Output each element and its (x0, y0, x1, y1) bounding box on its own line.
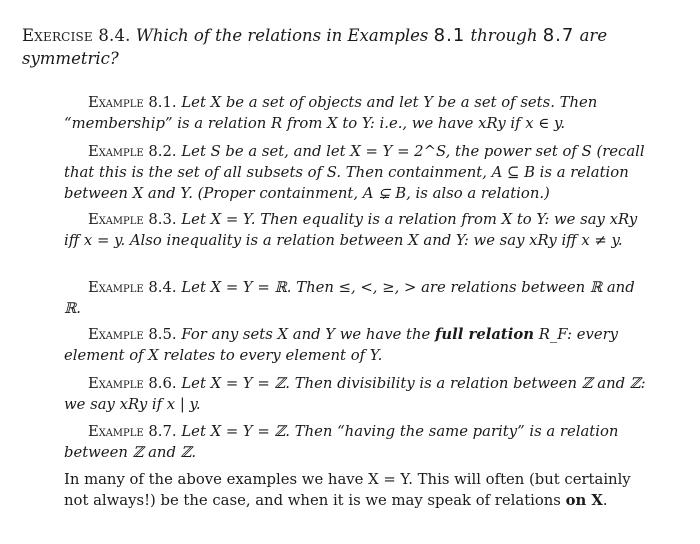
exercise-text-before: Which of the relations in Examples (135, 26, 429, 45)
example-label: Example 8.1. (88, 94, 177, 111)
example-text-after: R_F: every element of X relates to every element of Y. (64, 326, 619, 364)
example-label: Example 8.7. (88, 423, 177, 440)
exercise-text-after: are symmetric? (22, 26, 608, 68)
example-label: Example 8.4. (88, 279, 177, 296)
example-8-5 (64, 324, 656, 366)
example-text: Let X = Y = ℝ. Then ≤, <, ≥, > are relations between ℝ and ℝ. (64, 279, 635, 317)
example-text: Let X = Y. Then equality is a relation from X to Y: we say xRy iff x = y. Also inequality is a relation between X and Y: we say xRy iff x ≠ y. (64, 211, 638, 249)
relations-on-x-term: on X (565, 492, 603, 509)
example-label: Example 8.6. (88, 375, 177, 392)
example-text: Let S be a set, and let X = Y = 2^S, the power set of S (recall that this is the set of all subsets of S. Then containment, A ⊆ B is a relation between X and Y. (Proper containment, A ⊊ B, is also a relation.) (64, 143, 645, 202)
exercise-8-4 (22, 24, 682, 70)
example-label: Example 8.5. (88, 326, 177, 343)
closing-paragraph (64, 469, 656, 511)
example-8-2 (64, 141, 656, 204)
example-8-4 (64, 277, 656, 319)
example-8-3 (64, 209, 656, 251)
example-text: Let X be a set of objects and let Y be a set of sets. Then “membership” is a relation R from X to Y: i.e., we have xRy if x ∈ y. (64, 94, 598, 132)
example-label: Example 8.3. (88, 211, 177, 228)
exercise-text-mid: through (470, 26, 538, 45)
example-8-1 (64, 92, 656, 134)
closing-text-before: In many of the above examples we have X = Y. This will often (but certainly not always!) be the case, and when it is we may speak of relations (64, 471, 631, 509)
handwritten-end-number: 8.7 (542, 25, 575, 46)
example-text-before: For any sets X and Y we have the (181, 326, 431, 343)
example-8-7 (64, 421, 656, 463)
exercise-label: Exercise 8.4. (22, 26, 131, 45)
closing-text-after: . (602, 492, 608, 509)
full-relation-term: full relation (435, 326, 535, 343)
example-text: Let X = Y = ℤ. Then divisibility is a relation between ℤ and ℤ: we say xRy if x | y. (64, 375, 646, 413)
handwritten-start-number: 8.1 (433, 25, 466, 46)
example-8-6 (64, 373, 656, 415)
example-label: Example 8.2. (88, 143, 177, 160)
example-text: Let X = Y = ℤ. Then “having the same parity” is a relation between ℤ and ℤ. (64, 423, 619, 461)
